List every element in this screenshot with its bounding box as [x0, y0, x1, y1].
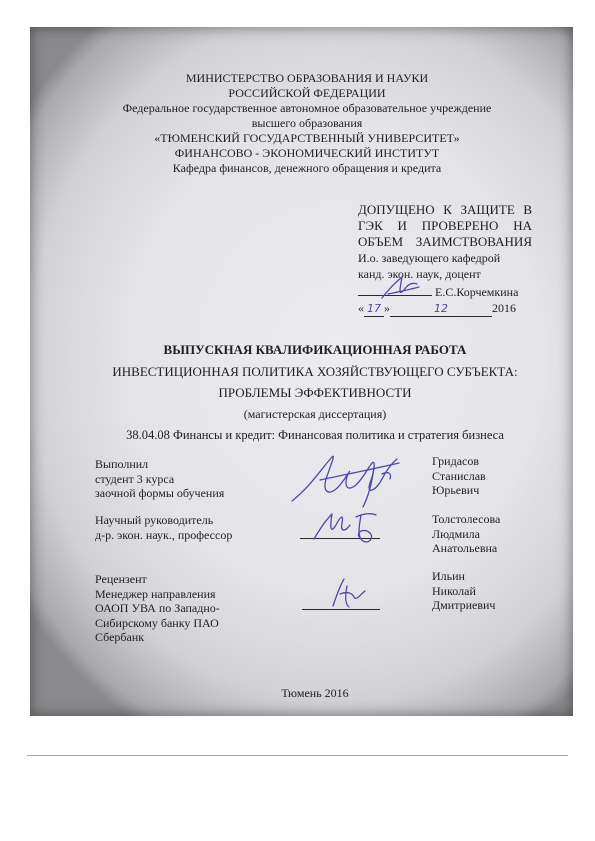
approver-degree: канд. экон. наук, доцент — [358, 267, 481, 281]
surname: Толстолесова — [432, 512, 501, 526]
handwritten-month: 12 — [390, 303, 492, 317]
approver-name: Е.С.Корчемкина — [435, 285, 519, 299]
role-line: Научный руководитель — [95, 513, 214, 527]
signatures-overlay — [30, 27, 573, 716]
first-name: Людмила — [432, 526, 480, 541]
thesis-subtitle: (магистерская диссертация) — [243, 406, 387, 421]
role-line: д-р. экон. наук., профессор — [95, 527, 233, 542]
ministry-line: МИНИСТЕРСТВО ОБРАЗОВАНИЯ И НАУКИ — [185, 71, 429, 85]
approval-year: 2016 — [492, 301, 516, 315]
federation-line: РОССИЙСКОЙ ФЕДЕРАЦИИ — [228, 86, 386, 100]
supervisor-signature — [314, 514, 376, 542]
patronymic: Юрьевич — [432, 483, 480, 498]
open-quote: « — [358, 301, 364, 315]
university-name: «ТЮМЕНСКИЙ ГОСУДАРСТВЕННЫЙ УНИВЕРСИТЕТ» — [154, 131, 460, 145]
department-name: Кафедра финансов, денежного обращения и кредита — [172, 161, 442, 175]
city-year: Тюмень 2016 — [281, 686, 349, 700]
work-type: ВЫПУСКНАЯ КВАЛИФИКАЦИОННАЯ РАБОТА — [163, 342, 467, 357]
role-line: Рецензент — [95, 572, 147, 586]
role-line: заочной формы обучения — [95, 486, 225, 501]
first-name: Николай — [432, 583, 476, 598]
approver-signature — [382, 277, 419, 298]
role-line: Сбербанк — [95, 630, 145, 645]
reviewer-signature — [333, 579, 365, 607]
close-quote: » — [384, 301, 390, 315]
approver-position: И.о. заведующего кафедрой — [358, 251, 501, 265]
role-line: Сибирскому банку ПАО — [95, 615, 219, 630]
page-divider — [27, 755, 568, 756]
education-level-line: высшего образования — [251, 116, 363, 130]
thesis-title-line: ПРОБЛЕМЫ ЭФФЕКТИВНОСТИ — [218, 385, 412, 400]
role-line: Выполнил — [95, 457, 149, 471]
first-name: Станислав — [432, 468, 486, 483]
handwritten-day: 17 — [364, 303, 384, 317]
specialty-line: 38.04.08 Финансы и кредит: Финансовая политика и стратегия бизнеса — [126, 428, 504, 442]
role-line: ОАОП УВА по Западно- — [95, 601, 220, 616]
institution-type-line: Федеральное государственное автономное образовательное учреждение — [122, 101, 492, 115]
title-page-photo — [30, 27, 573, 716]
approval-line: ГЭК И ПРОВЕРЕНО НА — [358, 218, 532, 233]
institute-name: ФИНАНСОВО - ЭКОНОМИЧЕСКИЙ ИНСТИТУТ — [174, 146, 440, 160]
approval-line: ДОПУЩЕНО К ЗАЩИТЕ В — [358, 202, 532, 217]
approval-line: ОБЪЕМ ЗАИМСТВОВАНИЯ — [358, 234, 532, 249]
role-line: Менеджер направления — [95, 586, 216, 601]
patronymic: Анатольевна — [432, 541, 498, 556]
author-signature — [292, 456, 399, 507]
thesis-title-line: ИНВЕСТИЦИОННАЯ ПОЛИТИКА ХОЗЯЙСТВУЮЩЕГО СУБЪЕКТА: — [112, 363, 518, 379]
surname: Гридасов — [432, 454, 480, 468]
role-line: студент 3 курса — [95, 471, 175, 486]
patronymic: Дмитриевич — [432, 598, 496, 613]
surname: Ильин — [432, 569, 465, 583]
